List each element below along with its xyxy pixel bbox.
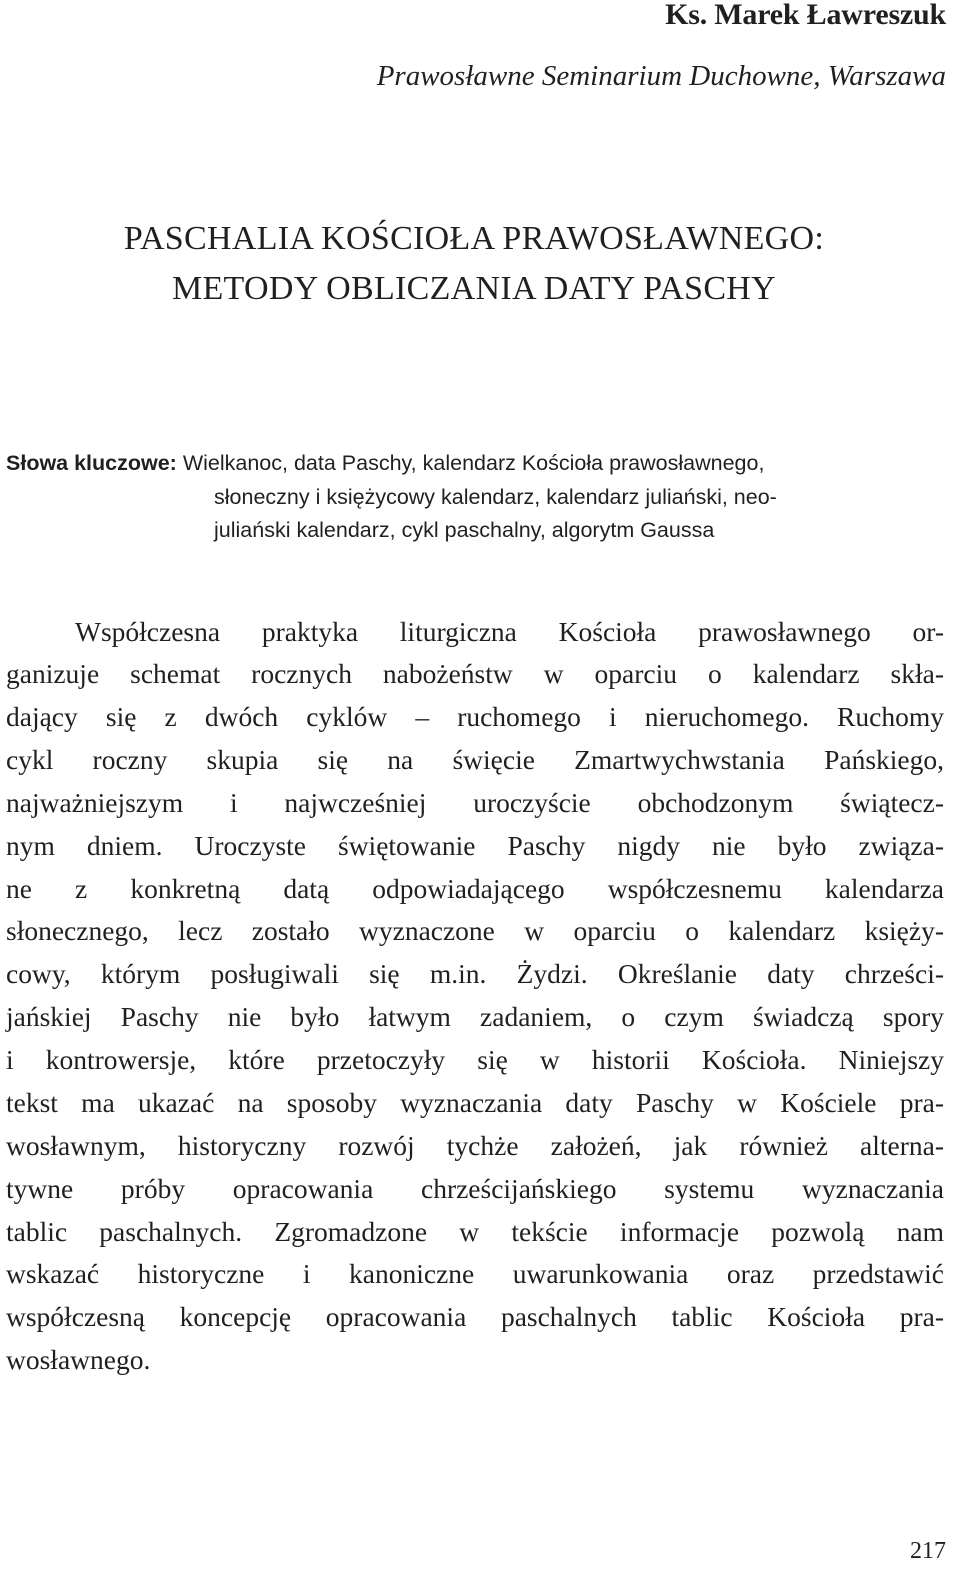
body-text-line: tywne próby opracowania chrześcijańskiego systemu wyznaczania <box>6 1173 944 1204</box>
body-text-line: Współczesna praktyka liturgiczna Kościoła prawosławnego or- <box>75 616 944 647</box>
keywords-label: Słowa kluczowe: <box>6 451 177 475</box>
body-text-line: wskazać historyczne i kanoniczne uwarunkowania oraz przedstawić <box>6 1258 944 1289</box>
body-text-line: tablic paschalnych. Zgromadzone w tekście informacje pozwolą nam <box>6 1216 944 1247</box>
body-text-line: cykl roczny skupia się na święcie Zmartwychwstania Pańskiego, <box>6 744 944 775</box>
body-text-line: współczesną koncepcję opracowania paschalnych tablic Kościoła pra- <box>6 1301 944 1332</box>
body-text-line: i kontrowersje, które przetoczyły się w historii Kościoła. Niniejszy <box>6 1044 944 1075</box>
page-number: 217 <box>910 1538 946 1564</box>
keywords-text-1: Wielkanoc, data Paschy, kalendarz Kościoła prawosławnego, <box>176 451 765 475</box>
body-text-line: wosławnym, historyczny rozwój tychże założeń, jak również alterna- <box>6 1130 944 1161</box>
body-text-line: cowy, którym posługiwali się m.in. Żydzi. Określanie daty chrześci- <box>6 958 944 989</box>
keywords-line-3: juliański kalendarz, cykl paschalny, algorytm Gaussa <box>214 518 715 542</box>
article-title-line-2: METODY OBLICZANIA DATY PASCHY <box>171 270 777 307</box>
body-text-line: ne z konkretną datą odpowiadającego współczesnemu kalendarza <box>6 873 944 904</box>
body-text-line: tekst ma ukazać na sposoby wyznaczania daty Paschy w Kościele pra- <box>6 1087 944 1118</box>
body-text-line: słonecznego, lecz zostało wyznaczone w oparciu o kalendarz księży- <box>6 915 944 946</box>
body-text-line: ganizuje schemat rocznych nabożeństw w oparciu o kalendarz skła- <box>6 658 944 689</box>
author-affiliation: Prawosławne Seminarium Duchowne, Warszawa <box>376 60 946 92</box>
keywords-line-2: słoneczny i księżycowy kalendarz, kalendarz juliański, neo- <box>214 485 777 509</box>
body-text-line: wosławnego. <box>6 1344 151 1375</box>
body-text-line: najważniejszym i najwcześniej uroczyście obchodzonym świątecz- <box>6 787 944 818</box>
body-text-line: dający się z dwóch cyklów – ruchomego i nieruchomego. Ruchomy <box>6 701 944 732</box>
body-text-line: nym dniem. Uroczyste świętowanie Paschy nigdy nie było związa- <box>6 830 944 861</box>
body-text-line: jańskiej Paschy nie było łatwym zadaniem, o czym świadczą spory <box>6 1001 944 1032</box>
keywords-line-1 <box>6 451 764 476</box>
article-title-line-1: PASCHALIA KOŚCIOŁA PRAWOSŁAWNEGO: <box>123 220 825 257</box>
author-name: Ks. Marek Ławreszuk <box>665 0 946 31</box>
